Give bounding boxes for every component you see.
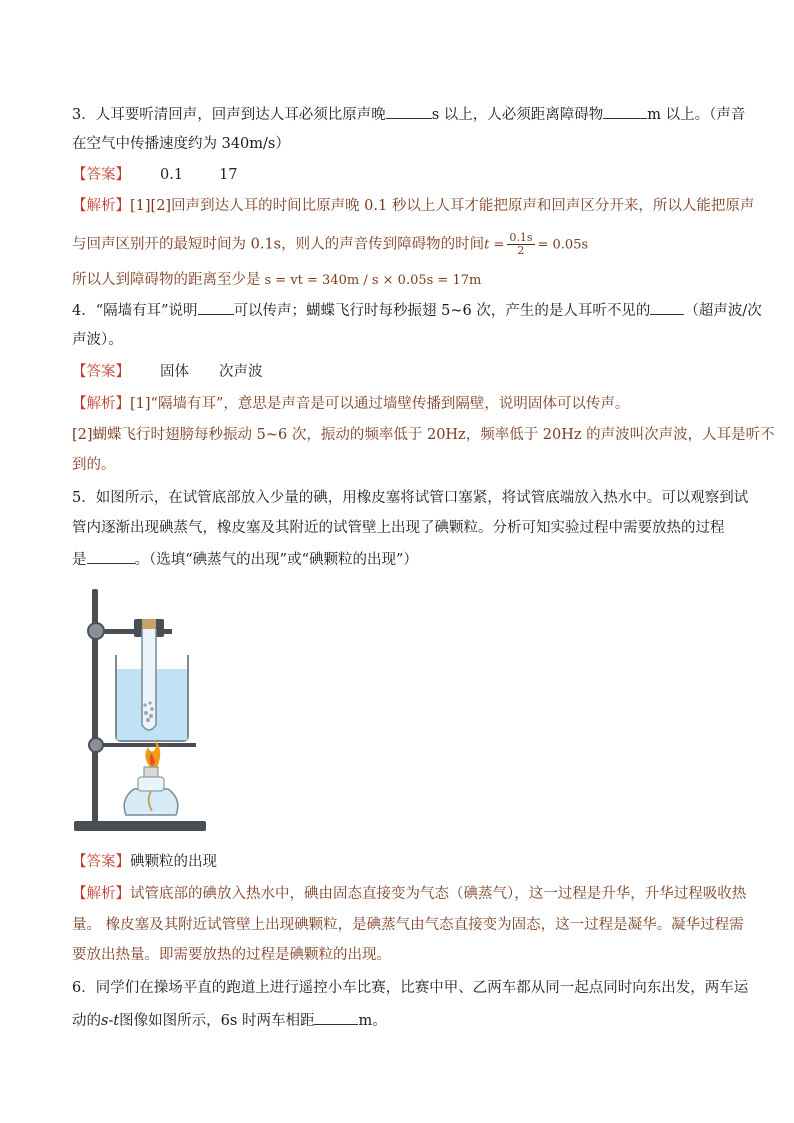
q4-analysis-tag: 【解析】 <box>72 396 130 412</box>
q3-analysis-line3 <box>72 270 481 291</box>
q3-formula-denominator: 2 <box>517 244 525 257</box>
q3-text-a: 3．人耳要听清回声，回声到达人耳必须比原声晚 <box>72 107 386 123</box>
q3-answer-tag: 【答案】 <box>72 167 130 183</box>
lamp-neck <box>138 777 164 791</box>
q3-analysis-text1: [1][2]回声到达人耳的时间比原声晚 0.1 秒以上人耳才能把原声和回声区分开来，所以人能把原声 <box>130 198 755 214</box>
q3-analysis-line1 <box>72 196 754 216</box>
q3-formula-result: = 0.05s <box>537 237 589 253</box>
q5-text-line3b: 。（选填“碘蒸气的出现”或“碘颗粒的出现”） <box>134 552 418 568</box>
q4-text-b: 可以传声；蝴蝶飞行时每秒振翅 5~6 次，产生的是人耳听不见的 <box>233 303 651 319</box>
q4-analysis-text3: 到的。 <box>72 457 116 473</box>
q5-analysis-text3: 要放出热量。即需要放热的过程是碘颗粒的出现。 <box>72 947 391 963</box>
q3-formula-distance: s = vt = 340m / s × 0.05s = 17m <box>264 273 482 288</box>
q5-text-line2: 管内逐渐出现碘蒸气，橡皮塞及其附近的试管壁上出现了碘颗粒。分析可知实验过程中需要放热的过程 <box>72 520 725 536</box>
q4-analysis-line2 <box>72 425 775 445</box>
q5-answer-tag: 【答案】 <box>72 854 130 870</box>
q5-line1 <box>72 488 748 508</box>
iodine-apparatus-figure <box>72 585 212 839</box>
q6-line2 <box>72 1010 387 1031</box>
q3-formula-t: t = <box>484 237 505 253</box>
q4-text-line2: 声波）。 <box>72 332 123 348</box>
q3-blank-2[interactable] <box>603 104 647 119</box>
q5-analysis-line2 <box>72 915 744 935</box>
q5-analysis-line3 <box>72 945 391 965</box>
q5-analysis-text2: 量。 橡皮塞及其附近试管壁上出现碘颗粒，是碘蒸气由气态直接变为固态，这一过程是凝华。凝华过程需 <box>72 917 744 933</box>
q5-line3 <box>72 549 418 570</box>
q4-analysis-line1 <box>72 394 629 414</box>
q5-text-line3a: 是 <box>72 552 87 568</box>
q3-formula-numerator: 0.1s <box>509 231 533 244</box>
lamp-cap <box>144 767 158 777</box>
q4-analysis-text1: [1]“隔墙有耳”，意思是声音是可以通过墙壁传播到隔壁，说明固体可以传声。 <box>130 396 630 412</box>
q3-answer-2: 17 <box>219 167 238 183</box>
q5-answer <box>72 852 217 872</box>
q6-text-line2b: 图像如图所示，6s 时两车相距 <box>119 1013 315 1029</box>
q3-analysis-text3: 所以人到障碍物的距离至少是 <box>72 272 261 288</box>
q4-analysis-line3 <box>72 455 116 475</box>
q4-blank-1[interactable] <box>198 300 234 315</box>
q4-answer-1: 固体 <box>160 364 189 380</box>
q4-blank-2[interactable] <box>650 300 684 315</box>
q3-text-line2: 在空气中传播速度约为 340m/s） <box>72 136 290 152</box>
q4-answer <box>72 362 263 382</box>
q6-blank[interactable] <box>314 1010 358 1025</box>
q5-answer-text: 碘颗粒的出现 <box>130 854 217 870</box>
q3-text-c: m 以上。（声音 <box>647 107 746 123</box>
gauze-support <box>96 743 196 747</box>
apparatus-illustration <box>72 585 212 835</box>
q4-analysis-text2: [2]蝴蝶飞行时翅膀每秒振动 5~6 次，振动的频率低于 20Hz，频率低于 20Hz 的声波叫次声波，人耳是听不 <box>72 427 775 443</box>
q5-analysis-text1: 试管底部的碘放入热水中，碘由固态直接变为气态（碘蒸气），这一过程是升华，升华过程吸收热 <box>130 886 747 902</box>
q3-line1 <box>72 104 745 125</box>
q4-line1 <box>72 300 762 321</box>
q5-text-line1: 5．如图所示，在试管底部放入少量的碘，用橡皮塞将试管口塞紧，将试管底端放入热水中。可以观察到试 <box>72 490 749 506</box>
test-tube <box>142 629 156 730</box>
q4-answer-2: 次声波 <box>219 364 263 380</box>
q4-text-c: （超声波/次 <box>684 303 762 319</box>
q3-analysis-line2 <box>72 232 588 257</box>
rubber-stopper <box>142 619 156 629</box>
ring-clamp-knob <box>89 738 103 752</box>
q6-text-italic: s-t <box>101 1013 120 1029</box>
q6-text-line1: 6．同学们在操场平直的跑道上进行遥控小车比赛，比赛中甲、乙两车都从同一起点同时向东出发，两车运 <box>72 980 749 996</box>
q3-analysis-text2: 与回声区别开的最短时间为 0.1s，则人的声音传到障碍物的时间 <box>72 236 485 253</box>
q3-formula-fraction <box>507 232 534 257</box>
q5-blank[interactable] <box>87 549 135 564</box>
q3-answer-1: 0.1 <box>160 167 184 183</box>
q4-answer-tag: 【答案】 <box>72 364 130 380</box>
q5-analysis-tag: 【解析】 <box>72 886 130 902</box>
q6-text-line2a: 动的 <box>72 1013 101 1029</box>
q3-answer <box>72 165 238 185</box>
q6-line1 <box>72 978 748 998</box>
q5-analysis-line1 <box>72 884 746 904</box>
q4-text-a: 4．“隔墙有耳”说明 <box>72 303 198 319</box>
q5-line2 <box>72 518 725 538</box>
q3-text-b: s 以上，人必须距离障碍物 <box>431 107 604 123</box>
clamp-knob <box>88 623 104 639</box>
q3-blank-1[interactable] <box>386 104 432 119</box>
q3-analysis-tag: 【解析】 <box>72 198 130 214</box>
q6-text-line2c: m。 <box>358 1013 387 1029</box>
q3-line2 <box>72 134 290 154</box>
q4-line2 <box>72 330 123 350</box>
